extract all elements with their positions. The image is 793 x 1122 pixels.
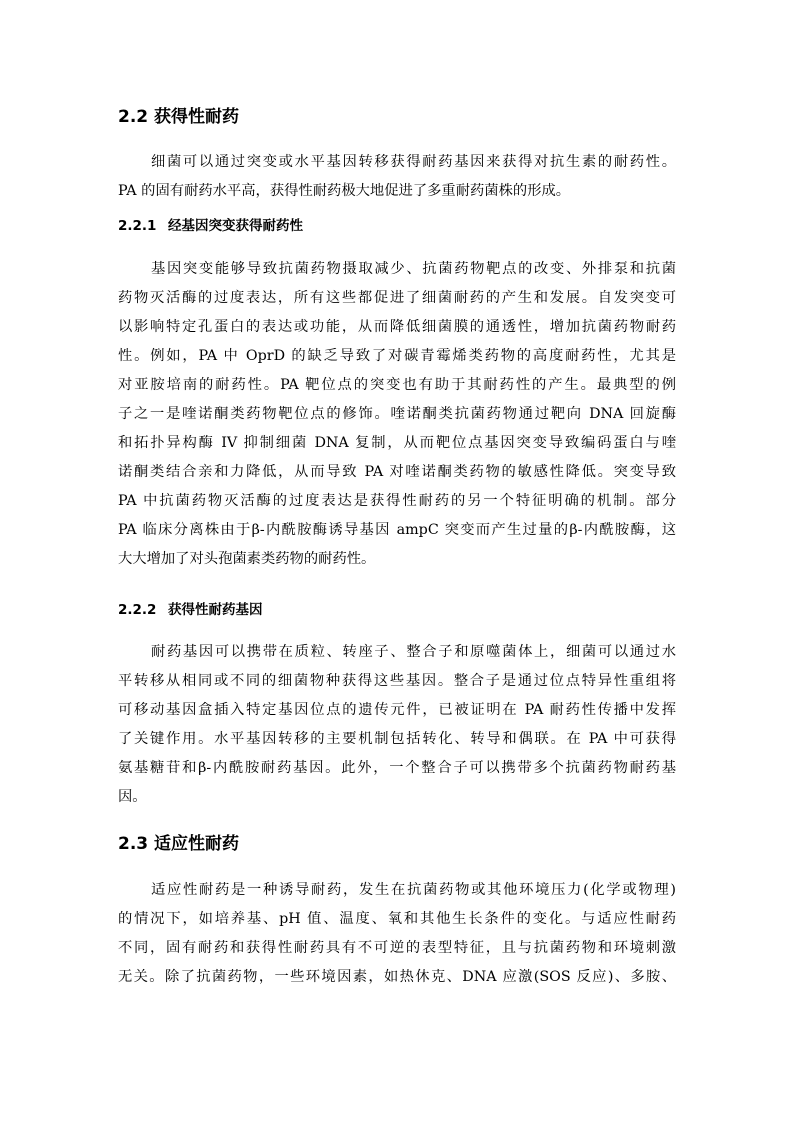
- section-heading-2-2: 2.2 获得性耐药: [118, 107, 240, 127]
- sub-heading-title: 经基因突变获得耐药性: [168, 218, 303, 234]
- text-line: 大大增加了对头孢菌素类药物的耐药性。: [118, 551, 376, 567]
- sub-heading-number: 2.2.2: [118, 602, 157, 618]
- text-line: 平转移从相同或不同的细菌物种获得这些基因。整合子是通过位点特异性重组将: [118, 673, 676, 689]
- text-line: 诺酮类结合亲和力降低，从而导致 PA 对喹诺酮类药物的敏感性降低。突变导致: [118, 464, 676, 480]
- text-line: 不同，固有耐药和获得性耐药具有不可逆的表型特征，且与抗菌药物和环境刺激: [118, 940, 676, 956]
- text-line: 基因突变能够导致抗菌药物摄取减少、抗菌药物靶点的改变、外排泵和抗菌: [151, 261, 676, 277]
- sub-heading-2-2-1: [118, 216, 303, 236]
- text-line: 子之一是喹诺酮类药物靶位点的修饰。喹诺酮类抗菌药物通过靶向 DNA 回旋酶: [118, 406, 676, 422]
- text-line: 可移动基因盒插入特定基因位点的遗传元件，已被证明在 PA 耐药性传播中发挥: [118, 702, 676, 718]
- text-line: 因。: [118, 789, 147, 805]
- paragraph-2-2-intro: [118, 148, 676, 206]
- sub-heading-number: 2.2.1: [118, 218, 157, 234]
- text-line: PA 中抗菌药物灭活酶的过度表达是获得性耐药的另一个特征明确的机制。部分: [118, 493, 676, 509]
- text-line: 耐药基因可以携带在质粒、转座子、整合子和原噬菌体上，细菌可以通过水: [151, 644, 676, 660]
- sub-heading-title: 获得性耐药基因: [168, 602, 263, 618]
- text-line: 和拓扑异构酶 IV 抑制细菌 DNA 复制，从而靶位点基因突变导致编码蛋白与喹: [118, 435, 676, 451]
- text-line: 的情况下，如培养基、pH 值、温度、氧和其他生长条件的变化。与适应性耐药: [118, 911, 676, 927]
- text-line: 以影响特定孔蛋白的表达或功能，从而降低细菌膜的通透性，增加抗菌药物耐药: [118, 319, 676, 335]
- text-line: 了关键作用。水平基因转移的主要机制包括转化、转导和偶联。在 PA 中可获得: [118, 731, 676, 747]
- paragraph-2-2-2: [118, 638, 676, 812]
- text-line: 适应性耐药是一种诱导耐药，发生在抗菌药物或其他环境压力(化学或物理): [151, 882, 676, 898]
- text-line: 细菌可以通过突变或水平基因转移获得耐药基因来获得对抗生素的耐药性。: [151, 154, 676, 170]
- sub-heading-2-2-2: [118, 600, 263, 620]
- text-line: 药物灭活酶的过度表达，所有这些都促进了细菌耐药的产生和发展。自发突变可: [118, 290, 676, 306]
- paragraph-2-2-1: [118, 255, 676, 574]
- section-heading-2-3: 2.3 适应性耐药: [118, 834, 240, 854]
- text-line: 无关。除了抗菌药物，一些环境因素，如热休克、DNA 应激(SOS 反应)、多胺、: [118, 969, 676, 985]
- text-line: PA 临床分离株由于β-内酰胺酶诱导基因 ampC 突变而产生过量的β-内酰胺酶，这: [118, 522, 676, 538]
- paragraph-2-3: [118, 876, 676, 992]
- text-line: 性。例如，PA 中 OprD 的缺乏导致了对碳青霉烯类药物的高度耐药性，尤其是: [118, 348, 676, 364]
- text-line: PA 的固有耐药水平高，获得性耐药极大地促进了多重耐药菌株的形成。: [118, 183, 571, 199]
- text-line: 对亚胺培南的耐药性。PA 靶位点的突变也有助于其耐药性的产生。最典型的例: [118, 377, 676, 393]
- text-line: 氨基糖苷和β-内酰胺耐药基因。此外，一个整合子可以携带多个抗菌药物耐药基: [118, 760, 676, 776]
